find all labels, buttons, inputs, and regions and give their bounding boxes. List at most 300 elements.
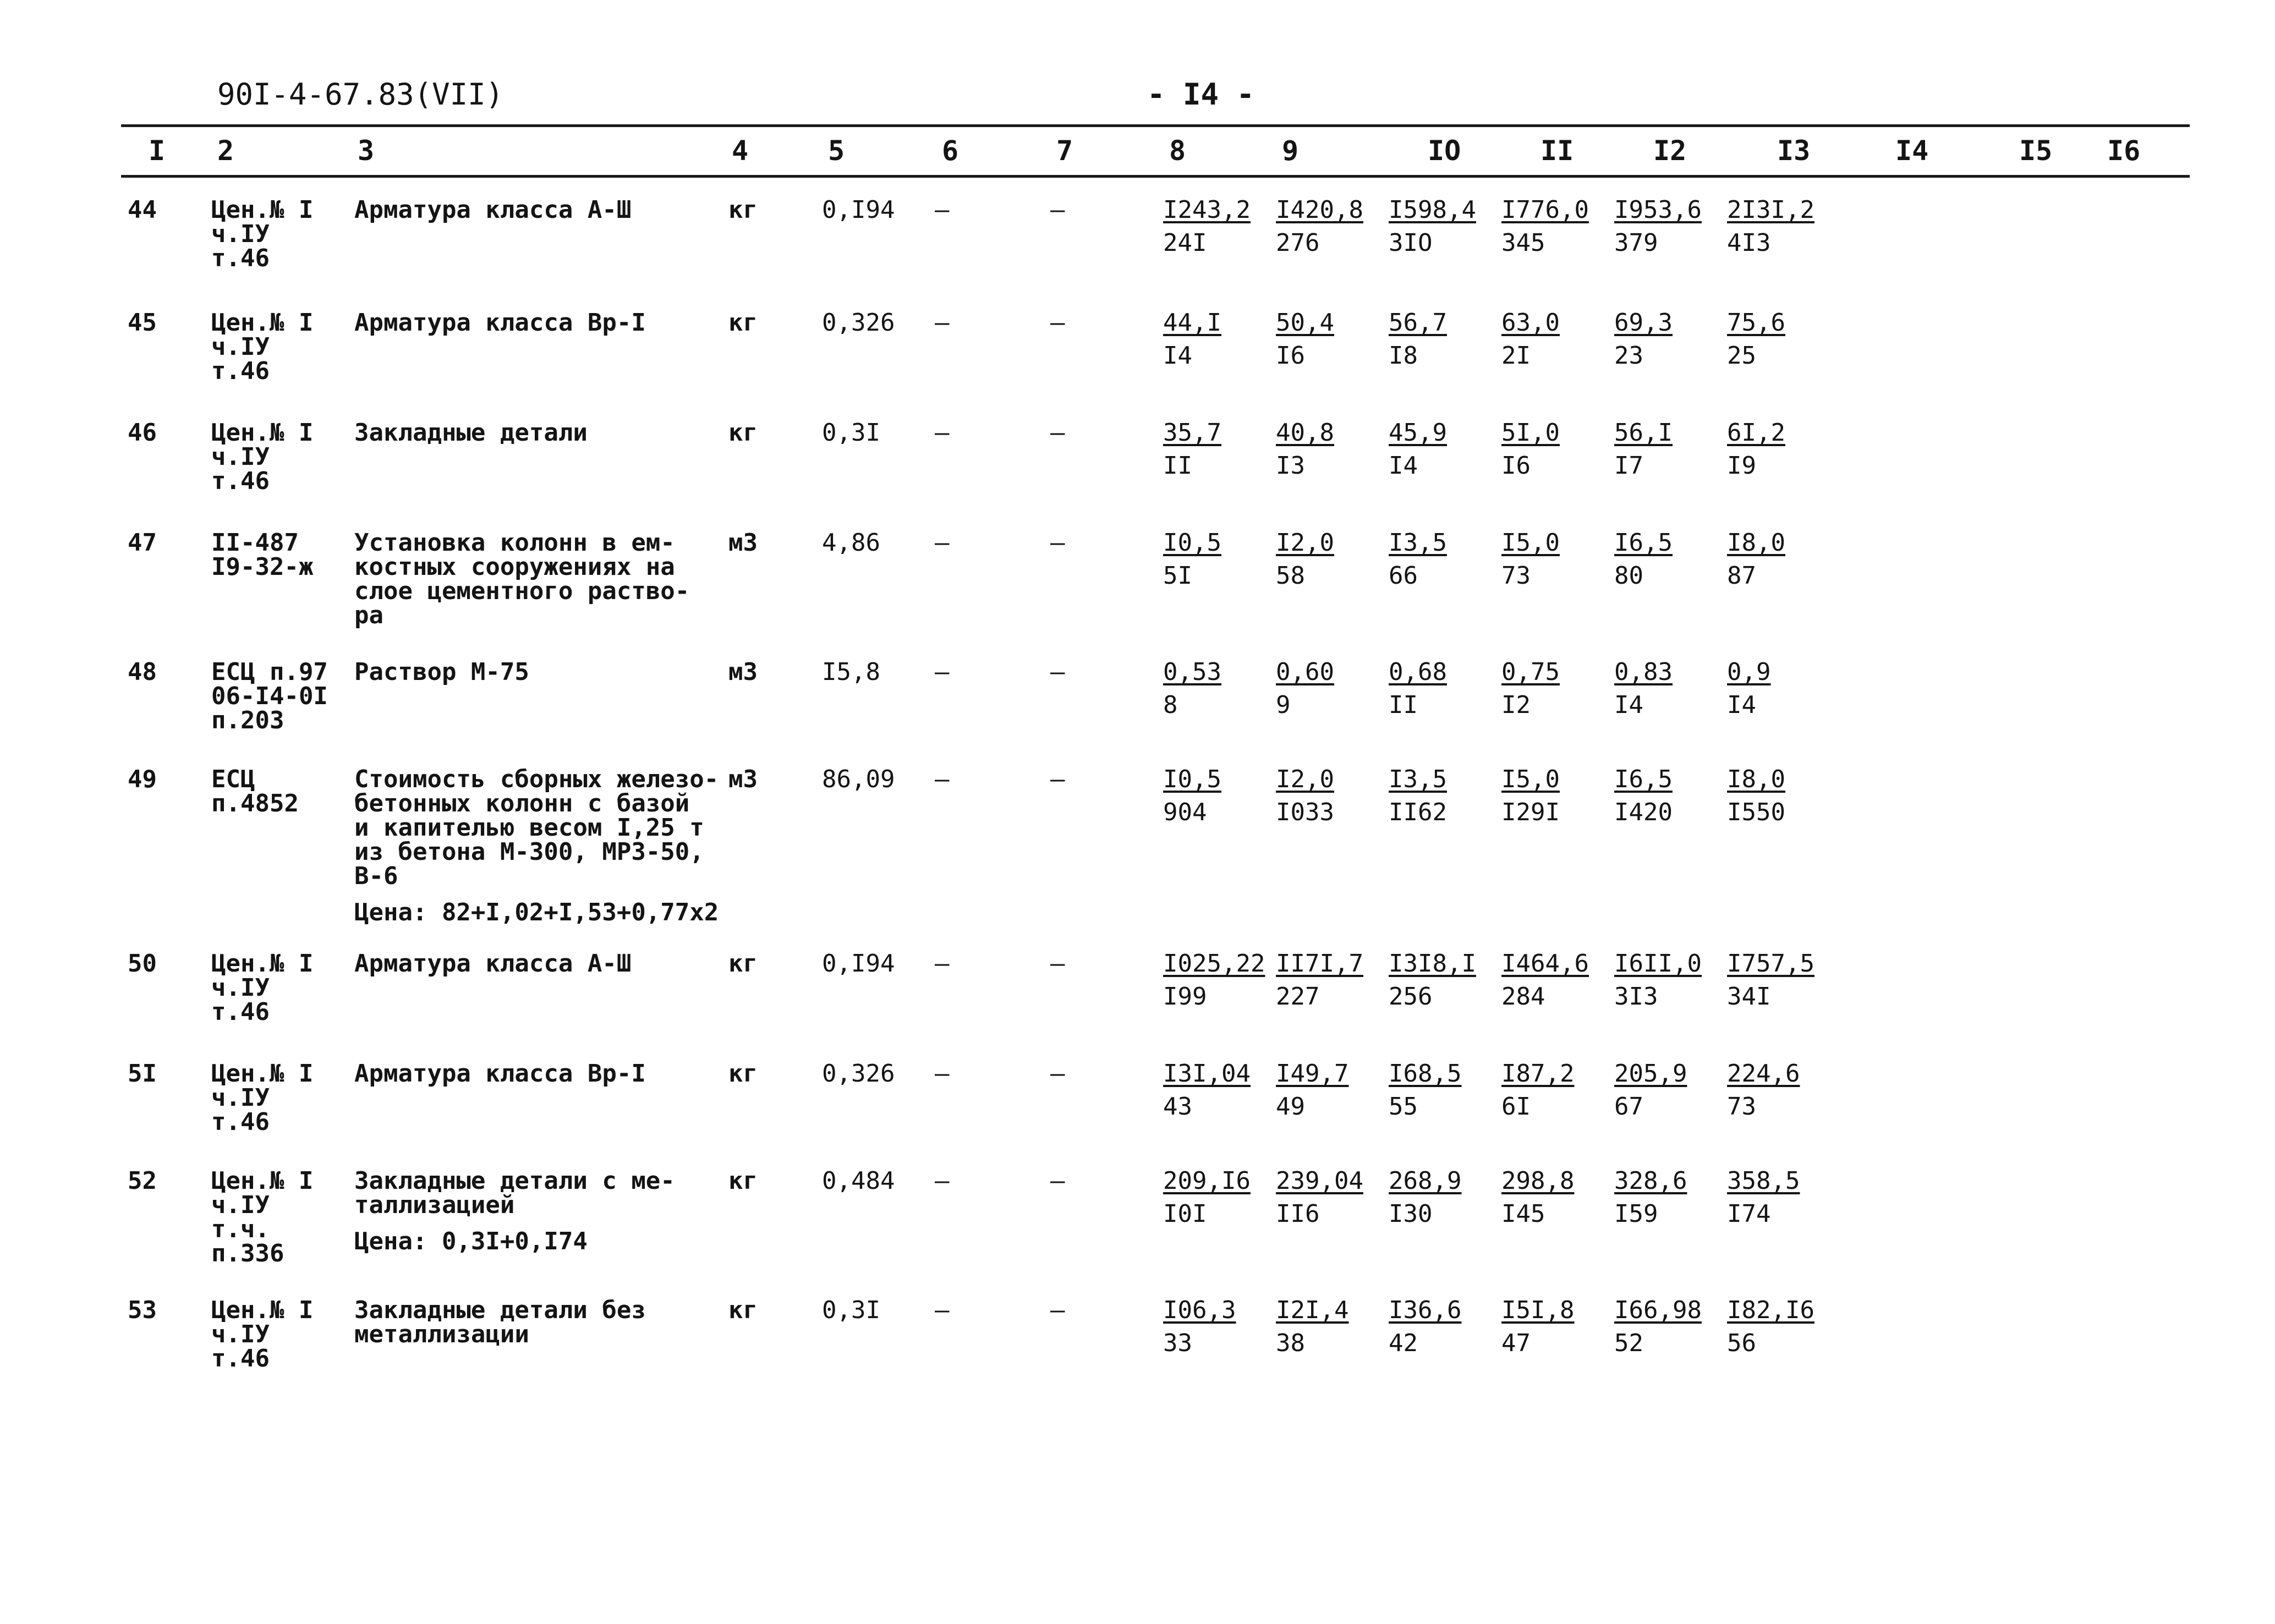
value-bottom: 73	[1501, 562, 1531, 590]
value-cell	[1501, 198, 1614, 311]
value-bottom: 73	[1727, 1093, 1756, 1121]
value-top: 209,I6	[1163, 1167, 1251, 1195]
value-cell	[1276, 1169, 1389, 1298]
value-bottom: 55	[1389, 1093, 1418, 1121]
value-bottom: I6	[1501, 452, 1531, 480]
value-top: 40,8	[1276, 419, 1334, 447]
page-number: - I4 -	[1147, 77, 1255, 112]
value-pair	[1727, 421, 1859, 478]
table-row	[128, 1062, 1859, 1169]
dash-cell: –	[1050, 1296, 1065, 1324]
value-bottom: I4	[1163, 342, 1192, 370]
header-top-rule	[121, 124, 2190, 127]
value-top: I68,5	[1389, 1060, 1462, 1088]
item-description: Закладные детали	[354, 419, 588, 447]
value-pair	[1614, 311, 1727, 368]
value-bottom: 34I	[1727, 983, 1771, 1011]
value-pair	[1727, 1169, 1859, 1226]
value-top: I5,0	[1501, 765, 1560, 793]
value-bottom: 3IO	[1389, 229, 1433, 257]
value-top: 239,04	[1276, 1167, 1363, 1195]
header-bottom-rule	[121, 175, 2190, 178]
quantity: 0,3I	[822, 1296, 880, 1324]
value-bottom: I0I	[1163, 1200, 1207, 1228]
value-top: I598,4	[1389, 196, 1476, 224]
dash-cell: –	[1050, 529, 1065, 557]
value-bottom: I420	[1614, 798, 1673, 826]
value-cell	[1501, 952, 1614, 1062]
value-top: 298,8	[1501, 1167, 1575, 1195]
value-top: I87,2	[1501, 1060, 1575, 1088]
dash-cell: –	[935, 1060, 950, 1088]
value-pair	[1501, 952, 1614, 1009]
value-top: 56,7	[1389, 309, 1447, 337]
value-cell	[1163, 1062, 1276, 1169]
value-pair	[1614, 1062, 1727, 1119]
row-number: 44	[128, 196, 157, 224]
value-top: I464,6	[1501, 950, 1589, 978]
value-top: 328,6	[1614, 1167, 1687, 1195]
value-cell	[1163, 421, 1276, 531]
dash-cell: –	[935, 950, 950, 978]
item-description-cell	[354, 198, 728, 311]
value-top: I0,5	[1163, 529, 1221, 557]
value-cell	[1614, 311, 1727, 421]
value-top: I66,98	[1614, 1296, 1702, 1324]
value-pair	[1501, 198, 1614, 255]
value-pair	[1614, 1298, 1727, 1356]
value-cell	[1501, 421, 1614, 531]
value-bottom: I30	[1389, 1200, 1433, 1228]
value-cell	[1163, 767, 1276, 952]
value-cell	[1389, 1062, 1501, 1169]
value-bottom: 3I3	[1614, 983, 1658, 1011]
quantity: I5,8	[822, 658, 880, 686]
value-cell	[1727, 767, 1859, 952]
value-pair	[1163, 311, 1276, 368]
estimate-table-body	[128, 198, 1859, 1384]
value-pair	[1614, 952, 1727, 1009]
value-cell	[1389, 767, 1501, 952]
value-pair	[1163, 421, 1276, 478]
value-bottom: 4I3	[1727, 229, 1771, 257]
dash-cell: –	[935, 529, 950, 557]
value-bottom: I29I	[1501, 798, 1560, 826]
value-cell	[1389, 311, 1501, 421]
value-bottom: 276	[1276, 229, 1320, 257]
table-row	[128, 767, 1859, 952]
value-top: 2I3I,2	[1727, 196, 1814, 224]
unit: кг	[728, 309, 758, 337]
value-top: I6,5	[1614, 529, 1673, 557]
value-bottom: 227	[1276, 983, 1320, 1011]
value-top: 69,3	[1614, 309, 1673, 337]
value-bottom: I45	[1501, 1200, 1545, 1228]
unit: м3	[728, 765, 758, 793]
value-top: I420,8	[1276, 196, 1363, 224]
value-pair	[1501, 1062, 1614, 1119]
value-bottom: 49	[1276, 1093, 1305, 1121]
value-pair	[1389, 198, 1501, 255]
item-description-cell	[354, 1062, 728, 1169]
item-description-cell	[354, 1169, 728, 1298]
value-cell	[1614, 1298, 1727, 1384]
value-bottom: 33	[1163, 1329, 1192, 1357]
value-cell	[1163, 1298, 1276, 1384]
row-number: 49	[128, 765, 157, 793]
item-description: Раствор М-75	[354, 658, 529, 686]
dash-cell: –	[935, 419, 950, 447]
row-number: 45	[128, 309, 157, 337]
value-pair	[1614, 767, 1727, 825]
table-row	[128, 952, 1859, 1062]
value-top: I06,3	[1163, 1296, 1236, 1324]
table-row	[128, 1169, 1859, 1298]
quantity: 0,326	[822, 1060, 895, 1088]
value-cell	[1501, 660, 1614, 767]
item-description-cell	[354, 311, 728, 421]
value-pair	[1501, 1298, 1614, 1356]
value-top: I8,0	[1727, 765, 1785, 793]
price-note: Цена: 0,3I+0,I74	[354, 1227, 588, 1255]
value-cell	[1276, 198, 1389, 311]
dash-cell: –	[1050, 309, 1065, 337]
value-pair	[1727, 531, 1859, 588]
value-pair	[1614, 421, 1727, 478]
value-top: I953,6	[1614, 196, 1702, 224]
unit: кг	[728, 1167, 758, 1195]
quantity: 0,I94	[822, 950, 895, 978]
value-bottom: 43	[1163, 1093, 1192, 1121]
value-pair	[1163, 1169, 1276, 1226]
value-top: 205,9	[1614, 1060, 1687, 1088]
value-cell	[1501, 1298, 1614, 1384]
value-top: I243,2	[1163, 196, 1251, 224]
value-pair	[1276, 1169, 1389, 1226]
value-pair	[1614, 531, 1727, 588]
dash-cell: –	[935, 765, 950, 793]
item-description-cell	[354, 660, 728, 767]
row-number: 47	[128, 529, 157, 557]
value-top: 75,6	[1727, 309, 1785, 337]
value-top: I2I,4	[1276, 1296, 1349, 1324]
item-description: Арматура класса Вр-I	[354, 1060, 646, 1088]
quantity: 0,326	[822, 309, 895, 337]
item-description-cell	[354, 421, 728, 531]
value-top: I3I,04	[1163, 1060, 1251, 1088]
value-cell	[1163, 531, 1276, 660]
value-top: I6II,0	[1614, 950, 1702, 978]
value-cell	[1389, 531, 1501, 660]
column-header: I	[149, 135, 166, 167]
value-cell	[1501, 1062, 1614, 1169]
value-pair	[1389, 767, 1501, 825]
value-pair	[1727, 767, 1859, 825]
value-bottom: I550	[1727, 798, 1785, 826]
unit: кг	[728, 1296, 758, 1324]
value-pair	[1276, 1062, 1389, 1119]
table-row	[128, 660, 1859, 767]
value-pair	[1501, 421, 1614, 478]
value-bottom: I2	[1501, 691, 1531, 719]
value-top: 63,0	[1501, 309, 1560, 337]
source-reference: Цен.№ I ч.IУ т.46	[211, 1060, 314, 1136]
source-reference: Цен.№ I ч.IУ т.ч. п.336	[211, 1167, 314, 1268]
column-header: 3	[358, 135, 375, 167]
source-reference: Цен.№ I ч.IУ т.46	[211, 309, 314, 385]
value-bottom: 5I	[1163, 562, 1192, 590]
value-top: 5I,0	[1501, 419, 1560, 447]
value-bottom: 2I	[1501, 342, 1531, 370]
value-bottom: I4	[1389, 452, 1418, 480]
value-top: I757,5	[1727, 950, 1814, 978]
value-bottom: 47	[1501, 1329, 1531, 1357]
column-header: 4	[732, 135, 749, 167]
item-description-cell	[354, 531, 728, 660]
estimate-table	[128, 198, 1859, 1384]
value-bottom: 80	[1614, 562, 1643, 590]
value-pair	[1501, 1169, 1614, 1226]
source-reference: ЕСЦ п.97 06-I4-0I п.203	[211, 658, 328, 734]
item-description: Арматура класса А-Ш	[354, 196, 632, 224]
value-bottom: 87	[1727, 562, 1756, 590]
column-header: I4	[1895, 135, 1929, 167]
value-pair	[1727, 660, 1859, 717]
value-cell	[1389, 952, 1501, 1062]
value-top: 268,9	[1389, 1167, 1462, 1195]
value-cell	[1389, 660, 1501, 767]
value-pair	[1276, 767, 1389, 825]
value-cell	[1614, 1062, 1727, 1169]
quantity: 0,3I	[822, 419, 880, 447]
value-cell	[1276, 1062, 1389, 1169]
value-top: I5,0	[1501, 529, 1560, 557]
value-cell	[1614, 421, 1727, 531]
row-number: 48	[128, 658, 157, 686]
value-pair	[1614, 660, 1727, 717]
column-header: I2	[1653, 135, 1687, 167]
value-top: II7I,7	[1276, 950, 1363, 978]
value-cell	[1501, 767, 1614, 952]
value-pair	[1389, 660, 1501, 717]
value-pair	[1276, 531, 1389, 588]
value-top: I3I8,I	[1389, 950, 1476, 978]
column-header: II	[1541, 135, 1574, 167]
source-reference: ЕСЦ п.4852	[211, 765, 299, 818]
value-cell	[1614, 952, 1727, 1062]
value-pair	[1501, 531, 1614, 588]
value-pair	[1727, 198, 1859, 255]
table-row	[128, 531, 1859, 660]
value-bottom: 9	[1276, 691, 1291, 719]
value-bottom: I59	[1614, 1200, 1658, 1228]
value-cell	[1727, 1169, 1859, 1298]
value-cell	[1389, 1298, 1501, 1384]
value-cell	[1389, 1169, 1501, 1298]
value-pair	[1163, 1062, 1276, 1119]
value-top: 0,75	[1501, 658, 1560, 686]
value-bottom: II	[1389, 691, 1418, 719]
column-header: I3	[1777, 135, 1811, 167]
value-pair	[1389, 531, 1501, 588]
column-header: 5	[828, 135, 845, 167]
value-bottom: 56	[1727, 1329, 1756, 1357]
column-header: 2	[217, 135, 234, 167]
value-bottom: I7	[1614, 452, 1643, 480]
value-bottom: 904	[1163, 798, 1207, 826]
value-top: I0,5	[1163, 765, 1221, 793]
value-cell	[1163, 311, 1276, 421]
row-number: 52	[128, 1167, 157, 1195]
value-top: 50,4	[1276, 309, 1334, 337]
value-cell	[1614, 198, 1727, 311]
value-cell	[1276, 1298, 1389, 1384]
value-top: I025,22	[1163, 950, 1265, 978]
value-cell	[1727, 198, 1859, 311]
value-pair	[1163, 767, 1276, 825]
dash-cell: –	[935, 658, 950, 686]
row-number: 50	[128, 950, 157, 978]
value-bottom: 256	[1389, 983, 1433, 1011]
column-header: 7	[1056, 135, 1073, 167]
unit: м3	[728, 658, 758, 686]
value-top: I49,7	[1276, 1060, 1349, 1088]
value-pair	[1276, 421, 1389, 478]
value-bottom: II	[1163, 452, 1192, 480]
value-cell	[1276, 311, 1389, 421]
item-description: Арматура класса Вр-I	[354, 309, 646, 337]
value-top: I776,0	[1501, 196, 1589, 224]
quantity: 0,I94	[822, 196, 895, 224]
row-number: 5I	[128, 1060, 157, 1088]
dash-cell: –	[1050, 419, 1065, 447]
dash-cell: –	[935, 1167, 950, 1195]
value-cell	[1501, 311, 1614, 421]
item-description: Закладные детали с ме- таллизацией	[354, 1167, 675, 1219]
source-reference: Цен.№ I ч.IУ т.46	[211, 196, 314, 272]
item-description-cell	[354, 952, 728, 1062]
quantity: 0,484	[822, 1167, 895, 1195]
value-pair	[1163, 531, 1276, 588]
value-cell	[1501, 531, 1614, 660]
value-bottom: 52	[1614, 1329, 1643, 1357]
item-description: Установка колонн в ем- костных сооружениях на слое цементного раство- ра	[354, 529, 690, 629]
value-cell	[1163, 198, 1276, 311]
value-cell	[1389, 421, 1501, 531]
value-bottom: I74	[1727, 1200, 1771, 1228]
row-number: 46	[128, 419, 157, 447]
item-description-cell	[354, 1298, 728, 1384]
value-pair	[1501, 660, 1614, 717]
value-top: I5I,8	[1501, 1296, 1575, 1324]
value-cell	[1727, 660, 1859, 767]
value-pair	[1163, 952, 1276, 1009]
value-pair	[1389, 1062, 1501, 1119]
value-top: 0,9	[1727, 658, 1771, 686]
value-pair	[1727, 311, 1859, 368]
unit: кг	[728, 1060, 758, 1088]
value-pair	[1276, 198, 1389, 255]
price-note: Цена: 82+I,02+I,53+0,77х2	[354, 898, 719, 926]
value-top: 224,6	[1727, 1060, 1800, 1088]
dash-cell: –	[1050, 950, 1065, 978]
value-pair	[1163, 1298, 1276, 1356]
value-cell	[1276, 952, 1389, 1062]
value-cell	[1727, 421, 1859, 531]
value-pair	[1501, 311, 1614, 368]
table-row	[128, 198, 1859, 311]
table-row	[128, 421, 1859, 531]
value-top: I82,I6	[1727, 1296, 1814, 1324]
dash-cell: –	[1050, 1060, 1065, 1088]
column-header: I5	[2019, 135, 2053, 167]
value-cell	[1614, 1169, 1727, 1298]
value-top: I2,0	[1276, 765, 1334, 793]
value-cell	[1389, 198, 1501, 311]
value-bottom: I99	[1163, 983, 1207, 1011]
value-bottom: 284	[1501, 983, 1545, 1011]
value-bottom: 345	[1501, 229, 1545, 257]
row-number: 53	[128, 1296, 157, 1324]
dash-cell: –	[1050, 765, 1065, 793]
value-pair	[1614, 1169, 1727, 1226]
value-cell	[1276, 767, 1389, 952]
value-top: I6,5	[1614, 765, 1673, 793]
value-bottom: 8	[1163, 691, 1178, 719]
value-pair	[1163, 660, 1276, 717]
source-reference: Цен.№ I ч.IУ т.46	[211, 1296, 314, 1373]
value-bottom: 6I	[1501, 1093, 1531, 1121]
value-cell	[1727, 952, 1859, 1062]
column-header: 8	[1169, 135, 1186, 167]
quantity: 4,86	[822, 529, 880, 557]
value-bottom: II6	[1276, 1200, 1320, 1228]
value-bottom: 24I	[1163, 229, 1207, 257]
dash-cell: –	[935, 1296, 950, 1324]
value-top: 0,60	[1276, 658, 1334, 686]
item-description: Стоимость сборных железо- бетонных колонн с базой и капителью весом I,25 т из бетона М-300, МРЗ-50, В-6	[354, 765, 719, 890]
value-bottom: 67	[1614, 1093, 1643, 1121]
value-bottom: I033	[1276, 798, 1334, 826]
value-bottom: I3	[1276, 452, 1305, 480]
value-top: 35,7	[1163, 419, 1221, 447]
unit: кг	[728, 196, 758, 224]
item-description: Закладные детали без металлизации	[354, 1296, 646, 1348]
value-pair	[1389, 1298, 1501, 1356]
value-pair	[1276, 1298, 1389, 1356]
value-pair	[1163, 198, 1276, 255]
dash-cell: –	[935, 309, 950, 337]
value-top: I36,6	[1389, 1296, 1462, 1324]
value-cell	[1727, 531, 1859, 660]
value-bottom: I6	[1276, 342, 1305, 370]
quantity: 86,09	[822, 765, 895, 793]
value-pair	[1727, 952, 1859, 1009]
value-pair	[1727, 1298, 1859, 1356]
value-top: I3,5	[1389, 765, 1447, 793]
table-row	[128, 1298, 1859, 1384]
value-bottom: 38	[1276, 1329, 1305, 1357]
value-cell	[1276, 421, 1389, 531]
value-pair	[1389, 952, 1501, 1009]
dash-cell: –	[935, 196, 950, 224]
value-top: 56,I	[1614, 419, 1673, 447]
value-pair	[1276, 952, 1389, 1009]
value-top: 0,53	[1163, 658, 1221, 686]
value-cell	[1501, 1169, 1614, 1298]
value-pair	[1389, 421, 1501, 478]
value-pair	[1276, 660, 1389, 717]
